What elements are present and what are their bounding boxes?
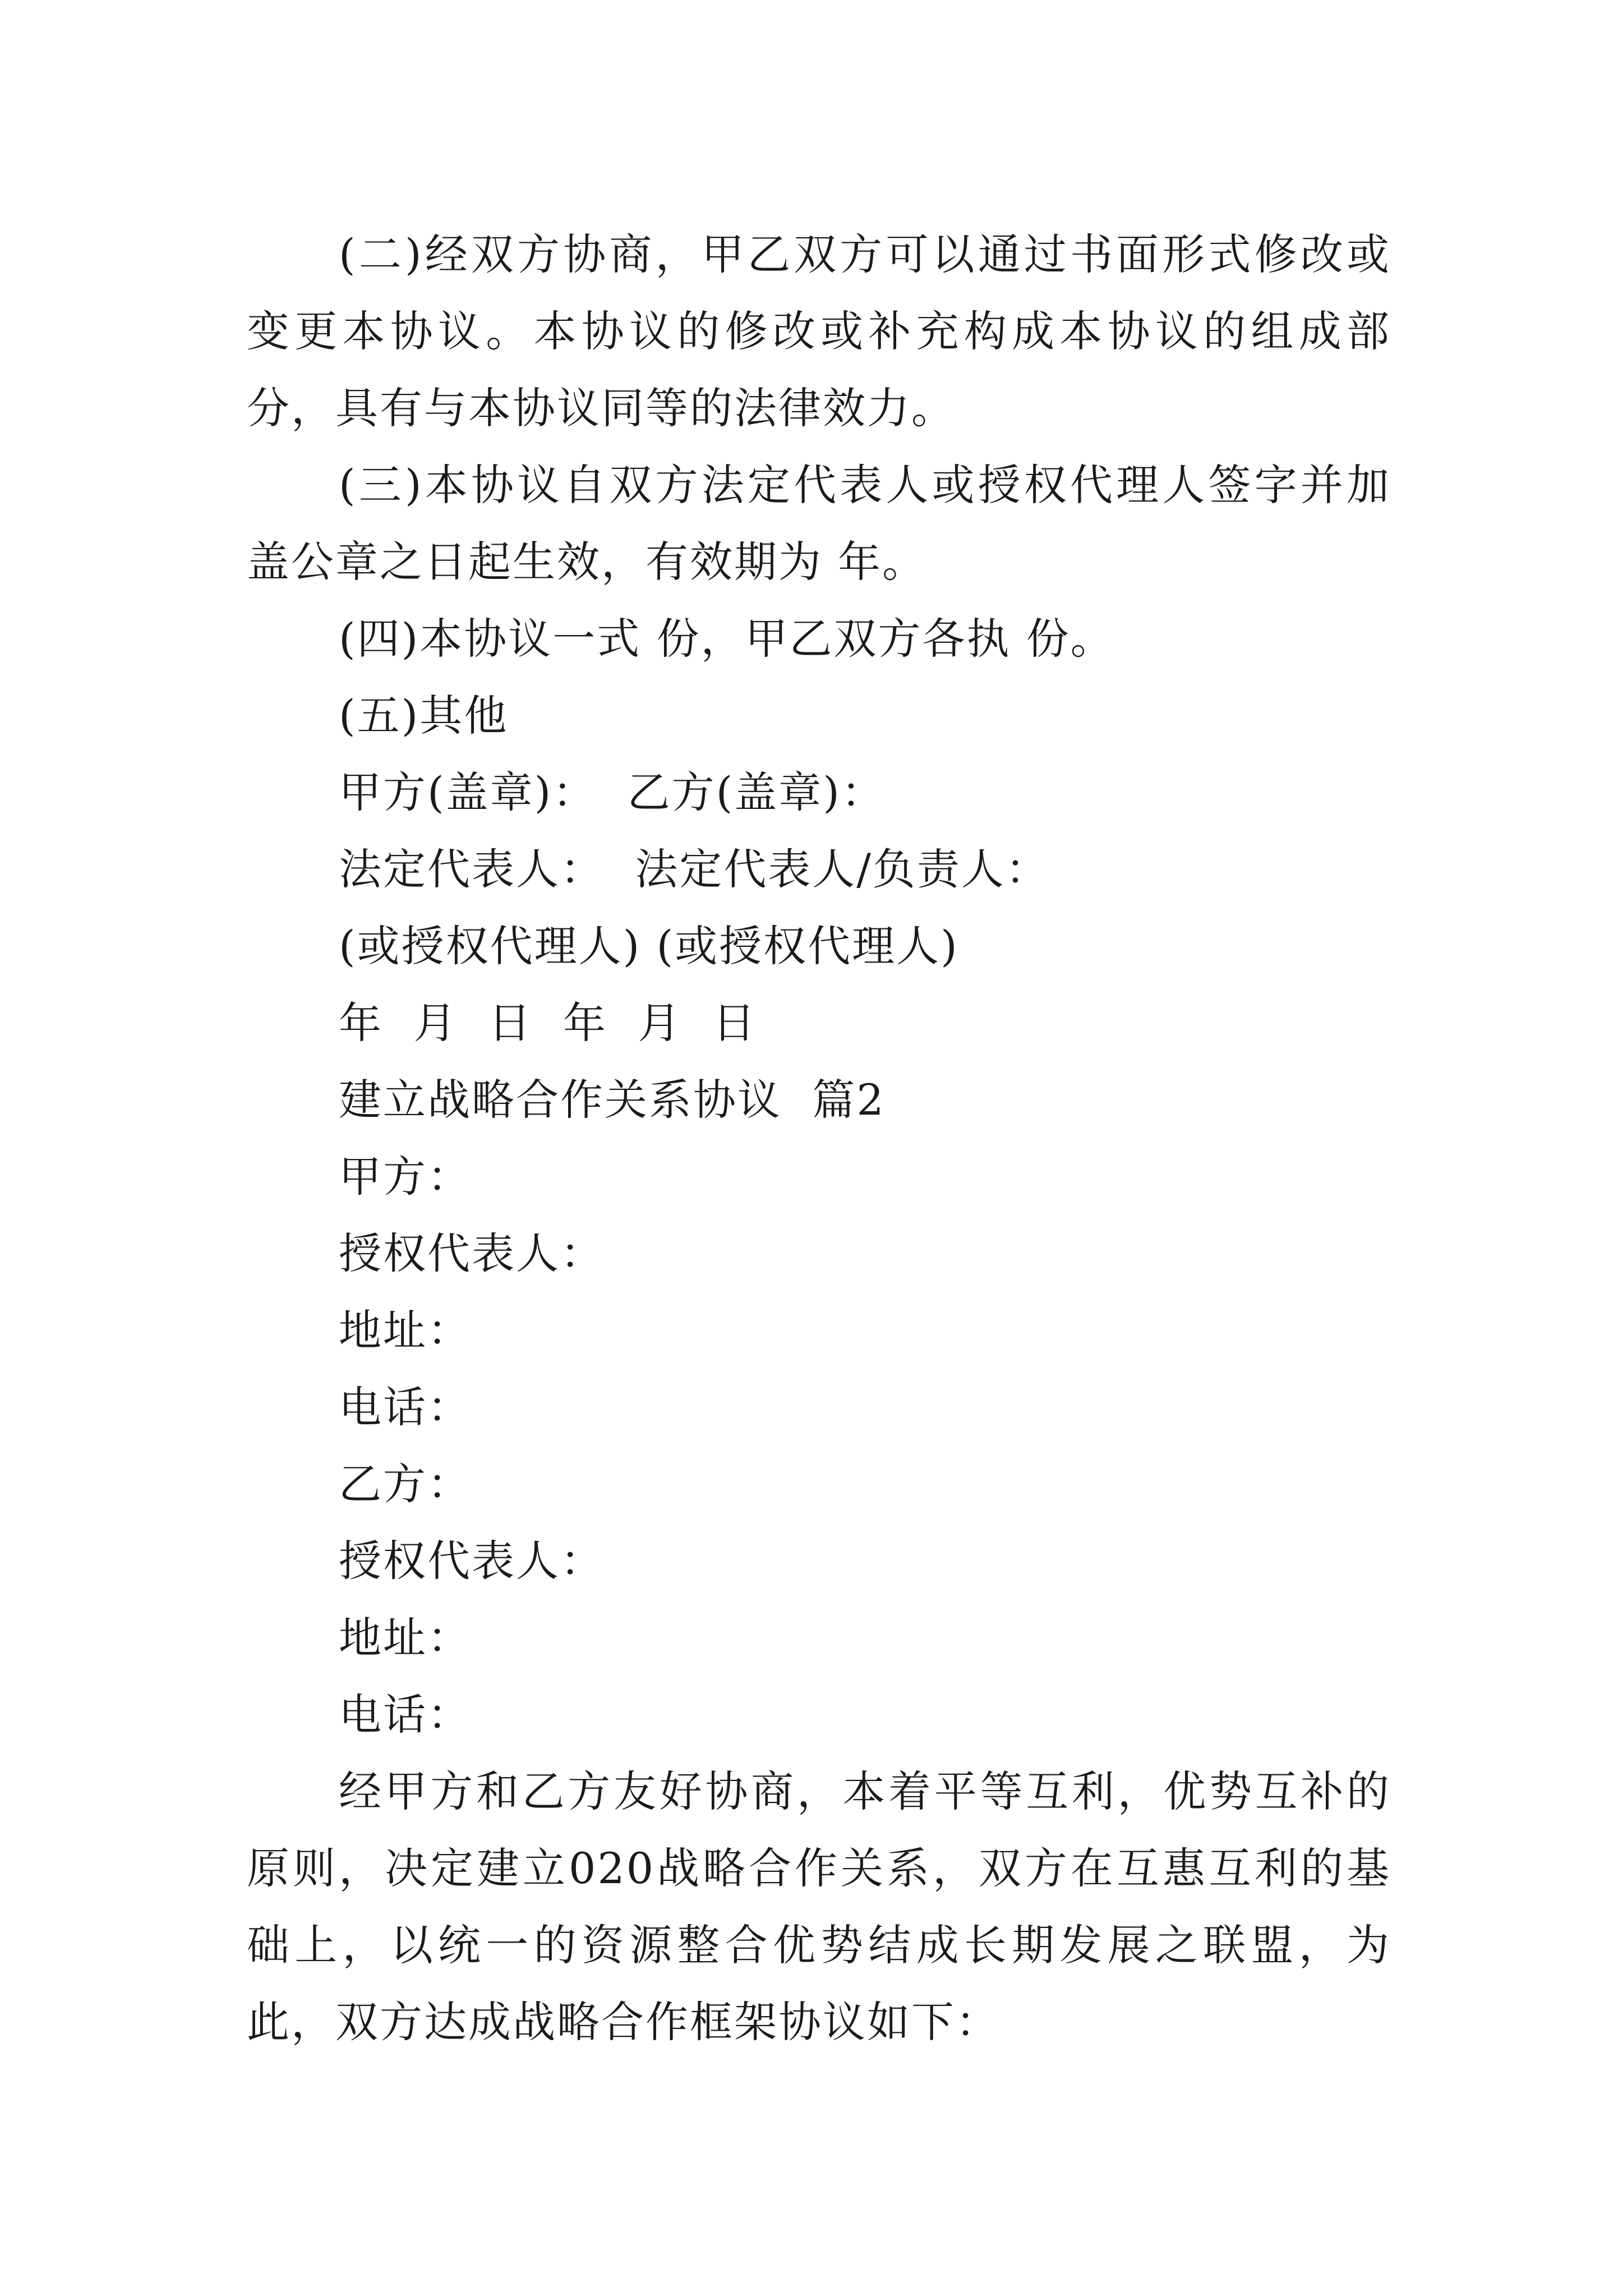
clause-2-paragraph: (二)经双方协商，甲乙双方可以通过书面形式修改或变更本协议。本协议的修改或补充构成本协议的组成部分，具有与本协议同等的法律效力。 (247, 229, 1391, 433)
party-b-representative: 授权代表人： (339, 1536, 605, 1586)
party-b-label: 乙方： (339, 1459, 472, 1509)
party-b-phone: 电话： (339, 1690, 472, 1740)
document-body (247, 216, 1391, 2060)
date-line: 年 月 日 年 月 日 (339, 998, 757, 1048)
party-a-phone: 电话： (339, 1382, 472, 1432)
party-a-representative: 授权代表人： (339, 1228, 605, 1278)
party-a-label: 甲方： (339, 1152, 472, 1202)
legal-representative-line: 法定代表人： 法定代表人/负责人： (339, 844, 1050, 894)
clause-5-line: (五)其他 (339, 691, 509, 740)
clause-4-line: (四)本协议一式 份，甲乙双方各执 份。 (339, 614, 1115, 664)
authorized-agent-line: (或授权代理人) (或授权代理人) (339, 921, 959, 971)
clause-3-paragraph: (三)本协议自双方法定代表人或授权代理人签字并加盖公章之日起生效，有效期为 年。 (247, 460, 1391, 587)
party-b-address: 地址： (339, 1613, 472, 1663)
party-a-address: 地址： (339, 1305, 472, 1355)
section-heading: 建立战略合作关系协议 篇2 (339, 1075, 886, 1125)
seal-line: 甲方(盖章)： 乙方(盖章)： (339, 767, 886, 817)
agreement-intro-paragraph: 经甲方和乙方友好协商，本着平等互利，优势互补的原则，决定建立020战略合作关系，双方在互惠互利的基础上，以统一的资源整合优势结成长期发展之联盟，为此，双方达成战略合作框架协议如下： (247, 1766, 1391, 2047)
